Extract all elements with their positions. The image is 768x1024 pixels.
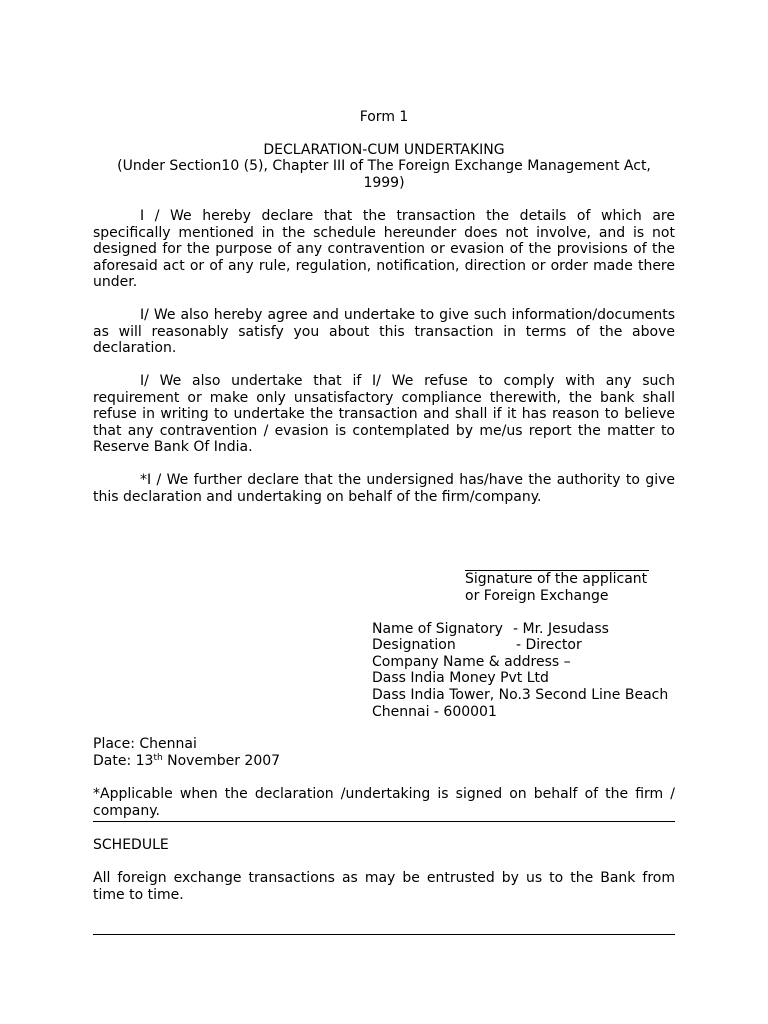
footnote: *Applicable when the declaration /undertaking is signed on behalf of the firm / company.: [93, 786, 675, 822]
date-prefix: Date: 13: [93, 753, 154, 769]
form-number: Form 1: [359, 109, 409, 125]
schedule-heading: SCHEDULE: [93, 837, 169, 853]
date: [93, 753, 280, 770]
company-address-line1: Dass India Tower, No.3 Second Line Beach: [372, 687, 669, 703]
signatory-designation-value: - Director: [516, 637, 582, 653]
form-subtitle-line2: 1999): [363, 175, 405, 191]
paragraph-authority: *I / We further declare that the undersigned has/have the authority to give this declaration and undertaking on behalf of the firm/company.: [93, 472, 675, 505]
paragraph-undertaking: I/ We also undertake that if I/ We refuse to comply with any such requirement or make only unsatisfactory compliance therewith, the bank shall refuse in writing to undertake the transaction and shall if it has reason to believe that any contravention / evasion is contemplated by me/us report the matter to Reserve Bank Of India.: [93, 373, 675, 455]
schedule-text: All foreign exchange transactions as may be entrusted by us to the Bank from time to time.: [93, 870, 675, 903]
signature-caption-line2: or Foreign Exchange: [465, 588, 609, 604]
signatory-name-value: - Mr. Jesudass: [513, 621, 609, 637]
signatory-designation-label: Designation: [372, 637, 456, 653]
signatory-name-label: Name of Signatory: [372, 621, 503, 637]
paragraph-declaration: I / We hereby declare that the transaction the details of which are specifically mentioned in the schedule hereunder does not involve, and is not designed for the purpose of any contravention or evasion of the provisions of the aforesaid act or of any rule, regulation, notification, direction or order made there under.: [93, 208, 675, 290]
company-label: Company Name & address –: [372, 654, 571, 670]
date-rest: November 2007: [162, 753, 281, 769]
form-title: DECLARATION-CUM UNDERTAKING: [263, 142, 505, 158]
bottom-rule: [93, 934, 675, 935]
form-subtitle-line1: (Under Section10 (5), Chapter III of The Foreign Exchange Management Act,: [117, 158, 651, 174]
company-address-line2: Chennai - 600001: [372, 704, 497, 720]
signature-caption-line1: Signature of the applicant: [465, 571, 648, 587]
place: Place: Chennai: [93, 736, 197, 752]
company-name: Dass India Money Pvt Ltd: [372, 670, 549, 686]
date-ordinal: th: [153, 753, 163, 763]
paragraph-agreement: I/ We also hereby agree and undertake to give such information/documents as will reasonably satisfy you about this transaction in terms of the above declaration.: [93, 307, 675, 356]
